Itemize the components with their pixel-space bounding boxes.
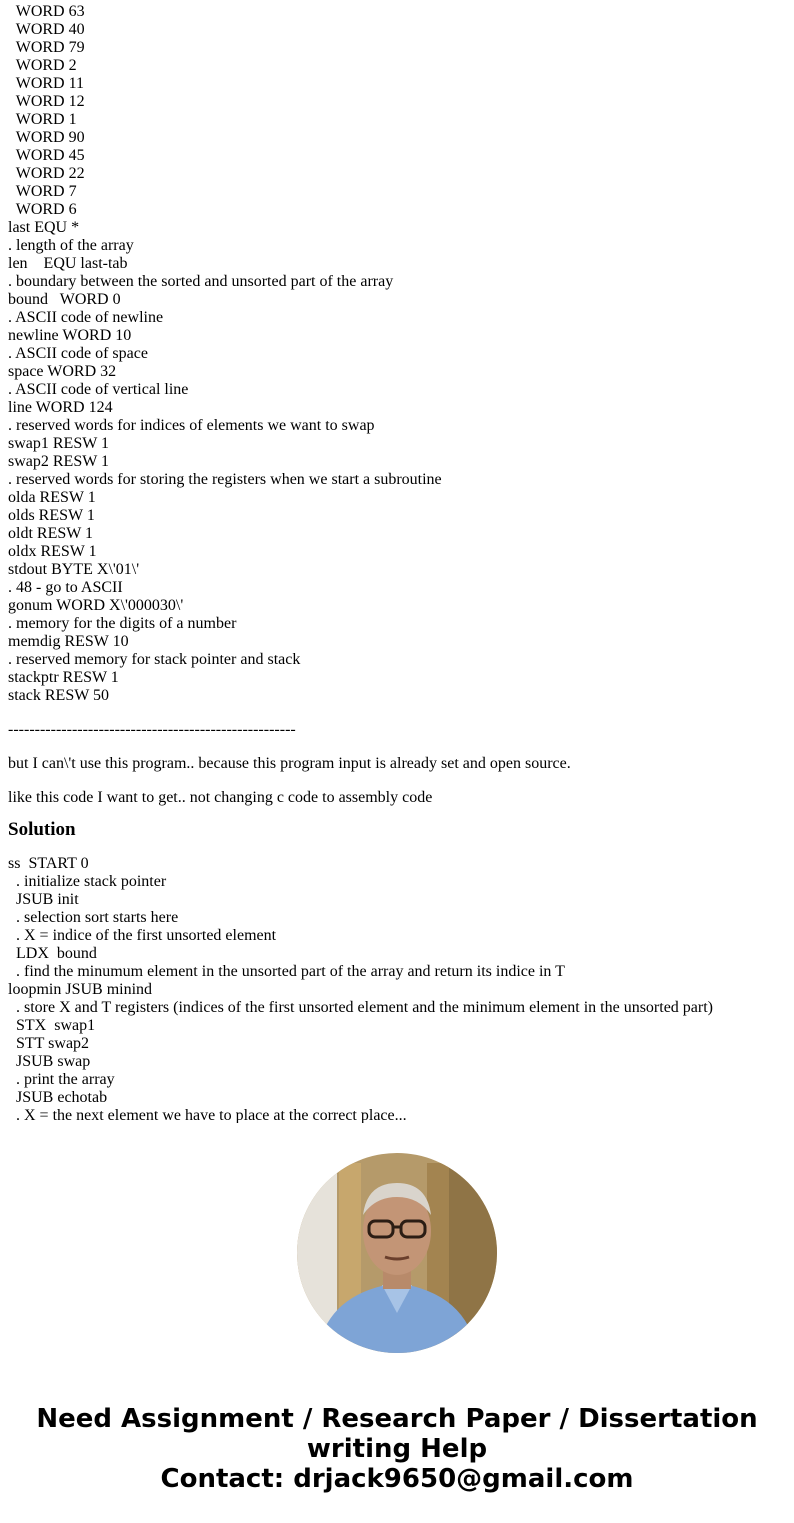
code-line: . ASCII code of newline [8,309,164,326]
question-paragraph-2: like this code I want to get.. not changing c code to assembly code [8,789,433,806]
code-line: . reserved memory for stack pointer and stack [8,651,301,668]
banner-line-2: writing Help [306,1434,488,1464]
code-line: . ASCII code of vertical line [8,381,189,398]
code-line: gonum WORD X\'000030\' [8,597,184,614]
code-line: len EQU last-tab [8,255,128,272]
code-line: bound WORD 0 [8,291,121,308]
code-line: . ASCII code of space [8,345,148,362]
code-line: space WORD 32 [8,363,117,380]
solution-code-line: . selection sort starts here [8,909,179,926]
code-line: WORD 63 [8,3,85,20]
code-line: WORD 11 [8,75,84,92]
banner-contact-line: Contact: drjack9650@gmail.com [160,1464,634,1494]
code-line: newline WORD 10 [8,327,132,344]
code-line: oldx RESW 1 [8,543,97,560]
solution-code-line: . X = indice of the first unsorted element [8,927,277,944]
code-line: WORD 6 [8,201,77,218]
code-line: stack RESW 50 [8,687,110,704]
solution-code-line: . print the array [8,1071,115,1088]
code-line: . boundary between the sorted and unsorted part of the array [8,273,394,290]
separator-line: ------------------------------------------------------ [8,721,296,738]
author-photo [297,1153,497,1353]
solution-code-line: loopmin JSUB minind [8,981,153,998]
code-line: . length of the array [8,237,134,254]
code-line: . reserved words for indices of elements we want to swap [8,417,375,434]
code-line: oldt RESW 1 [8,525,94,542]
solution-code-line: . find the minumum element in the unsorted part of the array and return its indice in T [8,963,565,980]
code-line: WORD 22 [8,165,85,182]
question-paragraph-1: but I can\'t use this program.. because this program input is already set and open source. [8,755,571,772]
solution-code-line: LDX bound [8,945,97,962]
solution-heading: Solution [8,819,76,840]
code-line: . reserved words for storing the registers when we start a subroutine [8,471,442,488]
code-line: WORD 12 [8,93,85,110]
code-line: WORD 7 [8,183,77,200]
solution-code-line: ss START 0 [8,855,89,872]
code-line: WORD 79 [8,39,85,56]
code-line: WORD 2 [8,57,77,74]
code-line: WORD 40 [8,21,85,38]
portrait-image [297,1153,497,1353]
solution-code-line: STX swap1 [8,1017,96,1034]
solution-code-line: JSUB echotab [8,1089,108,1106]
code-line: . memory for the digits of a number [8,615,237,632]
code-line: WORD 90 [8,129,85,146]
banner-line-1: Need Assignment / Research Paper / Dissertation [36,1404,758,1434]
code-line: stackptr RESW 1 [8,669,119,686]
solution-code-line: . initialize stack pointer [8,873,167,890]
code-line: . 48 - go to ASCII [8,579,123,596]
solution-code-line: JSUB swap [8,1053,91,1070]
code-line: swap1 RESW 1 [8,435,110,452]
solution-code-line: JSUB init [8,891,79,908]
document-body [8,3,788,1123]
solution-code-line: . store X and T registers (indices of the first unsorted element and the minimum element in the unsorted part) [8,999,714,1016]
code-line: stdout BYTE X\'01\' [8,561,140,578]
code-line: WORD 45 [8,147,85,164]
contact-banner [0,1404,794,1494]
code-line: WORD 1 [8,111,77,128]
code-line: swap2 RESW 1 [8,453,110,470]
code-listing-top [8,3,788,705]
code-line: olds RESW 1 [8,507,95,524]
solution-code-listing [8,855,788,1123]
code-line: line WORD 124 [8,399,113,416]
code-line: memdig RESW 10 [8,633,129,650]
code-line: last EQU * [8,219,80,236]
solution-code-line: STT swap2 [8,1035,90,1052]
solution-code-line: . X = the next element we have to place at the correct place... [8,1107,407,1123]
code-line: olda RESW 1 [8,489,96,506]
